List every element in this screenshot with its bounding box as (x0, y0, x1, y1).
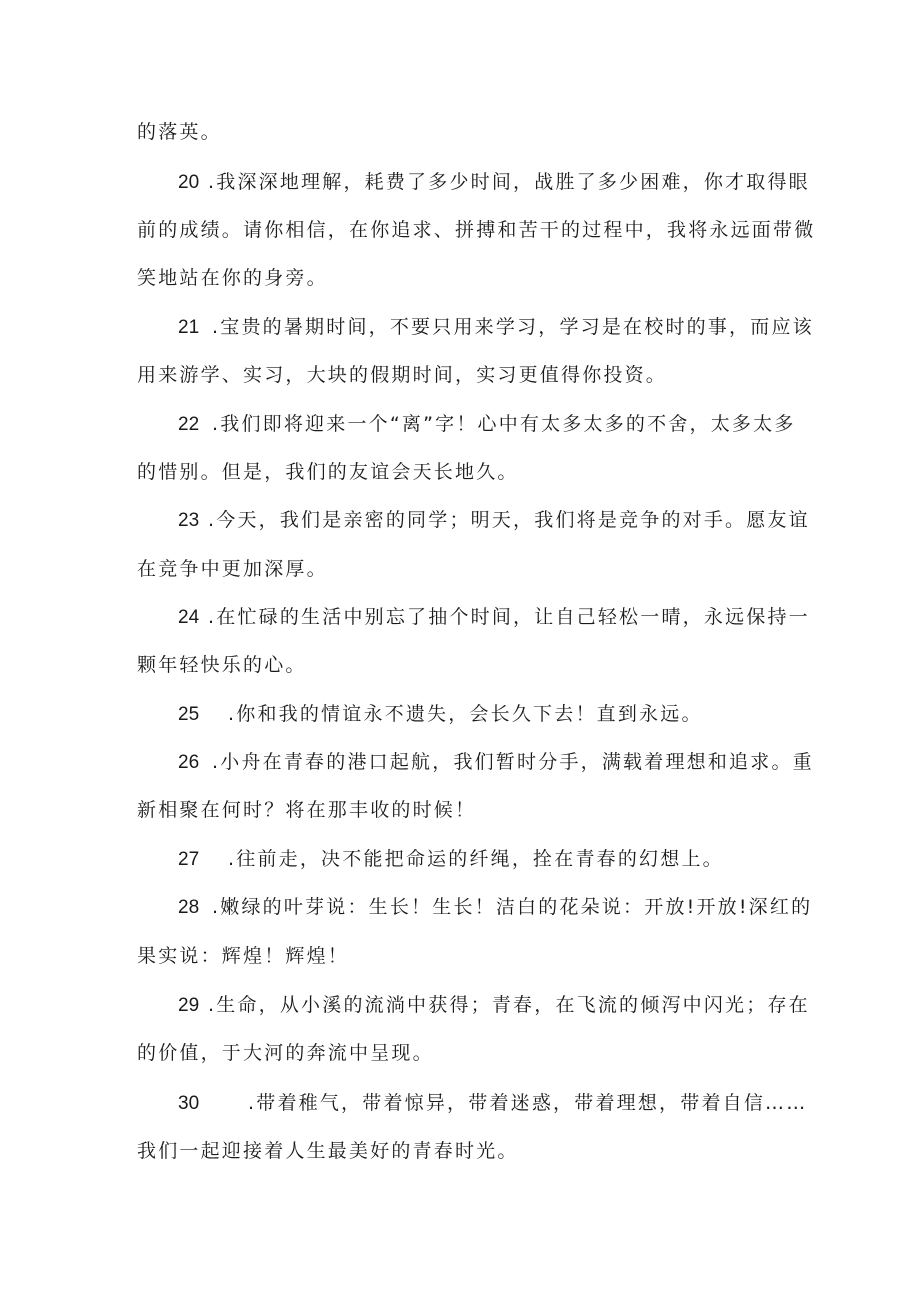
item-text: .今天，我们是亲密的同学；明天，我们将是竞争的对手。愿友谊 (208, 509, 810, 531)
list-item-30-line-1 (178, 1091, 807, 1116)
item-text: .往前走，决不能把命运的纤绳，拴在青春的幻想上。 (228, 848, 724, 870)
item-text: .宝贵的暑期时间，不要只用来学习，学习是在校时的事，而应该 (212, 316, 814, 338)
item-number: 22 (178, 414, 200, 435)
list-item-26-line-2: 新相聚在何时？将在那丰收的时候！ (137, 799, 477, 821)
list-item-21-line-1 (178, 315, 814, 340)
list-item-26-line-1 (178, 750, 814, 775)
item-text: .小舟在青春的港口起航，我们暂时分手，满载着理想和追求。重 (212, 751, 814, 773)
item-number: 27 (178, 849, 200, 870)
item-number: 25 (178, 704, 200, 725)
list-item-23-line-1 (178, 508, 810, 533)
item-text: .我们即将迎来一个“离”字！心中有太多太多的不舍，太多太多 (212, 413, 796, 435)
list-item-22-line-1 (178, 412, 796, 437)
item-number: 30 (178, 1093, 200, 1114)
list-item-20-line-2: 前的成绩。请你相信，在你追求、拼搏和苦干的过程中，我将永远面带微 (137, 219, 816, 241)
list-item-20-line-1 (178, 170, 810, 195)
item-number: 26 (178, 752, 200, 773)
item-text: .带着稚气，带着惊异，带着迷惑，带着理想，带着自信…… (248, 1092, 808, 1114)
list-item-25-line-1 (178, 702, 703, 727)
list-item-24-line-2: 颗年轻快乐的心。 (137, 654, 307, 676)
carryover-line: 的落英。 (137, 121, 222, 143)
item-number: 21 (178, 317, 200, 338)
item-text: .在忙碌的生活中别忘了抽个时间，让自己轻松一晴，永远保持一 (208, 606, 810, 628)
item-number: 29 (178, 995, 200, 1016)
list-item-29-line-2: 的价值，于大河的奔流中呈现。 (137, 1042, 434, 1064)
list-item-24-line-1 (178, 605, 810, 630)
list-item-23-line-2: 在竞争中更加深厚。 (137, 558, 328, 580)
list-item-28-line-2: 果实说：辉煌！辉煌！ (137, 945, 350, 967)
list-item-28-line-1 (178, 895, 812, 920)
list-item-22-line-2: 的惜别。但是，我们的友谊会天长地久。 (137, 461, 519, 483)
item-text: .嫩绿的叶芽说：生长！生长！洁白的花朵说：开放!开放!深红的 (212, 896, 813, 918)
item-text: .你和我的情谊永不遗失，会长久下去！直到永远。 (228, 703, 703, 725)
list-item-21-line-2: 用来游学、实习，大块的假期时间，实习更值得你投资。 (137, 364, 668, 386)
list-item-27-line-1 (178, 847, 724, 872)
item-number: 24 (178, 607, 200, 628)
item-number: 28 (178, 897, 200, 918)
item-number: 20 (178, 172, 200, 193)
item-text: .生命，从小溪的流淌中获得；青春，在飞流的倾泻中闪光；存在 (208, 994, 810, 1016)
list-item-29-line-1 (178, 993, 810, 1018)
item-number: 23 (178, 510, 200, 531)
list-item-20-line-3: 笑地站在你的身旁。 (137, 267, 328, 289)
item-text: .我深深地理解，耗费了多少时间，战胜了多少困难，你才取得眼 (208, 171, 810, 193)
list-item-30-line-2: 我们一起迎接着人生最美好的青春时光。 (137, 1140, 519, 1162)
